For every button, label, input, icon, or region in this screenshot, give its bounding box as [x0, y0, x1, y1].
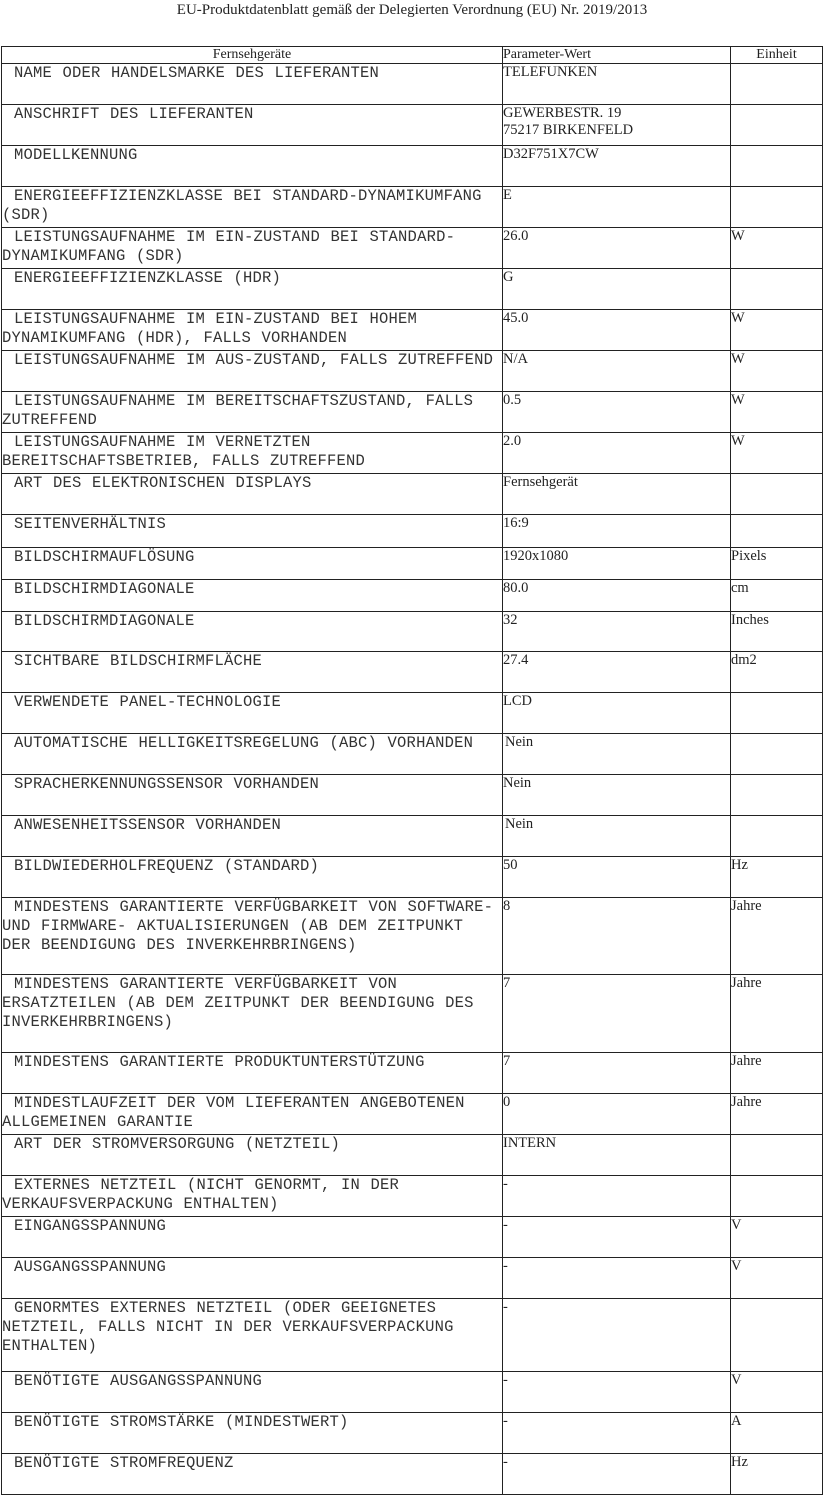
parameter-name: SEITENVERHÄLTNIS [2, 515, 503, 548]
parameter-value: 0 [503, 1094, 731, 1135]
parameter-unit: W [731, 228, 823, 269]
parameter-name: BILDSCHIRMDIAGONALE [2, 580, 503, 612]
parameter-value: 26.0 [503, 228, 731, 269]
table-row [2, 269, 823, 310]
parameter-name: MINDESTENS GARANTIERTE VERFÜGBARKEIT VON ERSATZTEILEN (AB DEM ZEITPUNKT DER BEENDIGUNG DES INVERKEHRBRINGENS) [2, 975, 503, 1053]
parameter-name: BILDSCHIRMDIAGONALE [2, 612, 503, 652]
parameter-name: LEISTUNGSAUFNAHME IM BEREITSCHAFTSZUSTAND, FALLS ZUTREFFEND [2, 392, 503, 433]
table-row [2, 351, 823, 392]
parameter-unit: V [731, 1217, 823, 1258]
parameter-name: ART DES ELEKTRONISCHEN DISPLAYS [2, 474, 503, 515]
table-header-row [2, 47, 823, 64]
parameter-unit: V [731, 1372, 823, 1413]
parameter-name: LEISTUNGSAUFNAHME IM EIN-ZUSTAND BEI HOHEM DYNAMIKUMFANG (HDR), FALLS VORHANDEN [2, 310, 503, 351]
product-data-table [1, 46, 823, 1495]
parameter-name: NAME ODER HANDELSMARKE DES LIEFERANTEN [2, 64, 503, 105]
parameter-name: LEISTUNGSAUFNAHME IM VERNETZTEN BEREITSCHAFTSBETRIEB, FALLS ZUTREFFEND [2, 433, 503, 474]
parameter-unit: Jahre [731, 898, 823, 975]
parameter-unit: W [731, 351, 823, 392]
parameter-name: EINGANGSSPANNUNG [2, 1217, 503, 1258]
parameter-name: BILDWIEDERHOLFREQUENZ (STANDARD) [2, 857, 503, 898]
table-row [2, 612, 823, 652]
parameter-unit: W [731, 392, 823, 433]
parameter-name: ENERGIEEFFIZIENZKLASSE BEI STANDARD-DYNAMIKUMFANG (SDR) [2, 187, 503, 228]
parameter-value: 0.5 [503, 392, 731, 433]
parameter-name: BILDSCHIRMAUFLÖSUNG [2, 548, 503, 580]
parameter-value: - [503, 1299, 731, 1372]
parameter-name: MINDESTLAUFZEIT DER VOM LIEFERANTEN ANGEBOTENEN ALLGEMEINEN GARANTIE [2, 1094, 503, 1135]
table-row [2, 975, 823, 1053]
column-header-device: Fernsehgeräte [2, 47, 503, 64]
parameter-name: ANSCHRIFT DES LIEFERANTEN [2, 105, 503, 146]
table-row [2, 1413, 823, 1454]
parameter-value: - [503, 1413, 731, 1454]
parameter-name: LEISTUNGSAUFNAHME IM EIN-ZUSTAND BEI STANDARD- DYNAMIKUMFANG (SDR) [2, 228, 503, 269]
table-row [2, 898, 823, 975]
table-row [2, 548, 823, 580]
parameter-unit: Jahre [731, 1053, 823, 1094]
table-row [2, 857, 823, 898]
table-row [2, 734, 823, 775]
table-row [2, 652, 823, 693]
table-row [2, 64, 823, 105]
parameter-unit [731, 515, 823, 548]
table-row [2, 187, 823, 228]
table-row [2, 580, 823, 612]
parameter-name: BENÖTIGTE STROMFREQUENZ [2, 1454, 503, 1495]
parameter-unit [731, 1135, 823, 1176]
parameter-unit [731, 474, 823, 515]
parameter-name: SICHTBARE BILDSCHIRMFLÄCHE [2, 652, 503, 693]
parameter-value: GEWERBESTR. 19 75217 BIRKENFELD [503, 105, 731, 146]
parameter-unit: dm2 [731, 652, 823, 693]
table-row [2, 775, 823, 816]
table-row [2, 228, 823, 269]
parameter-value: G [503, 269, 731, 310]
table-row [2, 1372, 823, 1413]
parameter-value: LCD [503, 693, 731, 734]
parameter-name: AUSGANGSSPANNUNG [2, 1258, 503, 1299]
table-row [2, 693, 823, 734]
parameter-unit: A [731, 1413, 823, 1454]
parameter-unit: cm [731, 580, 823, 612]
parameter-value: 27.4 [503, 652, 731, 693]
parameter-name: BENÖTIGTE AUSGANGSSPANNUNG [2, 1372, 503, 1413]
parameter-name: AUTOMATISCHE HELLIGKEITSREGELUNG (ABC) VORHANDEN [2, 734, 503, 775]
table-row [2, 1135, 823, 1176]
parameter-unit: Jahre [731, 975, 823, 1053]
parameter-name: MODELLKENNUNG [2, 146, 503, 187]
parameter-name: MINDESTENS GARANTIERTE VERFÜGBARKEIT VON SOFTWARE- UND FIRMWARE- AKTUALISIERUNGEN (AB DEM ZEITPUNKT DER BEENDIGUNG DES INVERKEHRBRINGENS) [2, 898, 503, 975]
parameter-unit [731, 269, 823, 310]
table-row [2, 474, 823, 515]
table-row [2, 515, 823, 548]
parameter-value: Nein [503, 775, 731, 816]
parameter-name: ART DER STROMVERSORGUNG (NETZTEIL) [2, 1135, 503, 1176]
parameter-name: EXTERNES NETZTEIL (NICHT GENORMT, IN DER VERKAUFSVERPACKUNG ENTHALTEN) [2, 1176, 503, 1217]
parameter-unit [731, 816, 823, 857]
parameter-value: - [503, 1454, 731, 1495]
parameter-name: MINDESTENS GARANTIERTE PRODUKTUNTERSTÜTZUNG [2, 1053, 503, 1094]
parameter-value: - [503, 1258, 731, 1299]
parameter-value: 7 [503, 975, 731, 1053]
parameter-value: - [503, 1372, 731, 1413]
parameter-value: N/A [503, 351, 731, 392]
parameter-unit: Inches [731, 612, 823, 652]
parameter-value: 50 [503, 857, 731, 898]
parameter-value: 1920x1080 [503, 548, 731, 580]
table-row [2, 1217, 823, 1258]
parameter-unit [731, 693, 823, 734]
parameter-value: 32 [503, 612, 731, 652]
parameter-name: GENORMTES EXTERNES NETZTEIL (ODER GEEIGNETES NETZTEIL, FALLS NICHT IN DER VERKAUFSVERPACKUNG ENTHALTEN) [2, 1299, 503, 1372]
parameter-unit: W [731, 310, 823, 351]
parameter-unit [731, 105, 823, 146]
parameter-unit [731, 775, 823, 816]
table-row [2, 433, 823, 474]
parameter-name: ANWESENHEITSSENSOR VORHANDEN [2, 816, 503, 857]
parameter-value: 80.0 [503, 580, 731, 612]
parameter-unit: W [731, 433, 823, 474]
document-title: EU-Produktdatenblatt gemäß der Delegierten Verordnung (EU) Nr. 2019/2013 [176, 2, 648, 18]
parameter-name: LEISTUNGSAUFNAHME IM AUS-ZUSTAND, FALLS ZUTREFFEND [2, 351, 503, 392]
table-row [2, 392, 823, 433]
column-header-unit: Einheit [731, 47, 823, 64]
parameter-value: TELEFUNKEN [503, 64, 731, 105]
table-row [2, 105, 823, 146]
table-row [2, 816, 823, 857]
parameter-unit [731, 146, 823, 187]
parameter-value: - [503, 1217, 731, 1258]
parameter-name: VERWENDETE PANEL-TECHNOLOGIE [2, 693, 503, 734]
parameter-value: 7 [503, 1053, 731, 1094]
parameter-unit [731, 187, 823, 228]
parameter-value: 2.0 [503, 433, 731, 474]
parameter-unit [731, 64, 823, 105]
table-row [2, 1454, 823, 1495]
parameter-value: 8 [503, 898, 731, 975]
parameter-value: Nein [503, 816, 731, 857]
table-body [2, 64, 823, 1495]
table-row [2, 146, 823, 187]
parameter-unit: Hz [731, 1454, 823, 1495]
parameter-name: ENERGIEEFFIZIENZKLASSE (HDR) [2, 269, 503, 310]
parameter-name: BENÖTIGTE STROMSTÄRKE (MINDESTWERT) [2, 1413, 503, 1454]
table-row [2, 1176, 823, 1217]
parameter-value: 45.0 [503, 310, 731, 351]
parameter-value: 16:9 [503, 515, 731, 548]
parameter-unit: Jahre [731, 1094, 823, 1135]
parameter-unit [731, 734, 823, 775]
parameter-unit: Hz [731, 857, 823, 898]
parameter-value: E [503, 187, 731, 228]
parameter-unit: V [731, 1258, 823, 1299]
parameter-value: Nein [503, 734, 731, 775]
parameter-value: - [503, 1176, 731, 1217]
parameter-name: SPRACHERKENNUNGSSENSOR VORHANDEN [2, 775, 503, 816]
parameter-unit [731, 1176, 823, 1217]
parameter-unit [731, 1299, 823, 1372]
parameter-value: Fernsehgerät [503, 474, 731, 515]
table-row [2, 310, 823, 351]
parameter-value: INTERN [503, 1135, 731, 1176]
column-header-parameter-value: Parameter-Wert [503, 47, 731, 64]
parameter-unit: Pixels [731, 548, 823, 580]
parameter-value: D32F751X7CW [503, 146, 731, 187]
table-row [2, 1094, 823, 1135]
table-row [2, 1258, 823, 1299]
table-row [2, 1299, 823, 1372]
table-row [2, 1053, 823, 1094]
